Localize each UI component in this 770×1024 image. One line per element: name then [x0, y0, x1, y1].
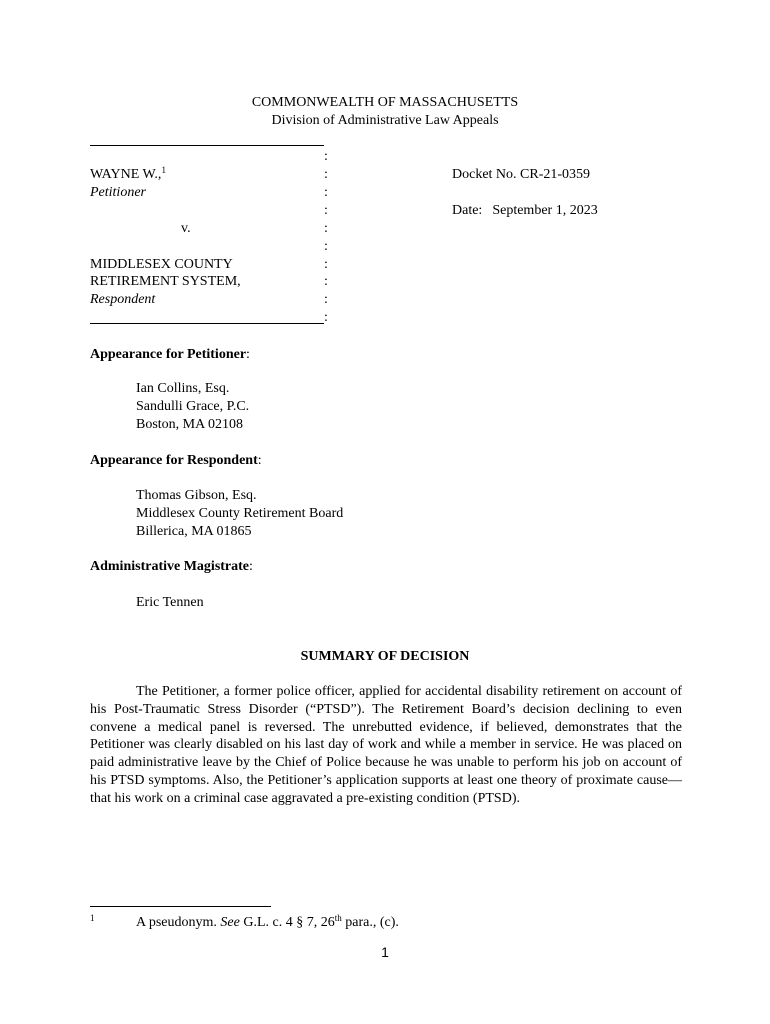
footnote-ref: 1 [161, 165, 166, 175]
decision-date [452, 202, 598, 220]
page-number: 1 [381, 944, 389, 960]
caption-colon: : [324, 167, 328, 182]
date-value: September 1, 2023 [492, 203, 598, 218]
caption-colon: : [324, 221, 328, 236]
footnote-text: A pseudonym. See G.L. c. 4 § 7, 26th para., (c). [136, 913, 399, 930]
petitioner-appearance-heading: Appearance for Petitioner: [90, 347, 250, 362]
petitioner-counsel-line: Ian Collins, Esq. [136, 381, 230, 396]
respondent-counsel-line: Middlesex County Retirement Board [136, 506, 344, 521]
caption-bottom-rule [90, 323, 324, 324]
respondent-name-line1: MIDDLESEX COUNTY [90, 257, 233, 272]
petitioner-counsel-line: Boston, MA 02108 [136, 417, 243, 432]
caption-colon: : [324, 310, 328, 325]
respondent-counsel-line: Billerica, MA 01865 [136, 524, 252, 539]
court-name: COMMONWEALTH OF MASSACHUSETTS [251, 95, 519, 110]
summary-heading: SUMMARY OF DECISION [300, 649, 470, 664]
caption-colon: : [324, 257, 328, 272]
caption-colon: : [324, 239, 328, 254]
caption-colon: : [324, 185, 328, 200]
caption-colon: : [324, 274, 328, 289]
footnote-rule [90, 906, 271, 907]
division-name: Division of Administrative Law Appeals [271, 113, 499, 128]
caption-colon: : [324, 149, 328, 164]
petitioner-name: WAYNE W.,$^1$ [90, 165, 166, 182]
footnote-number: 1 [90, 913, 95, 923]
date-label: Date: [452, 203, 483, 218]
petitioner-counsel-line: Sandulli Grace, P.C. [136, 399, 250, 414]
caption-colon: : [324, 203, 328, 218]
respondent-role: Respondent [90, 292, 156, 307]
magistrate-heading: Administrative Magistrate: [90, 559, 253, 574]
summary-paragraph: The Petitioner, a former police officer, applied for accidental disability retirement on account of his Post-Traumatic Stress Disorder (“PTSD”). The Retirement Board’s decision declining to even convene a medical panel is reversed. The unrebutted evidence, if believed, demonstrates that the Petitioner was clearly disabled on his last day of work and while a member in service. He was placed on paid administrative leave by the Chief of Police because he was unable to perform his job on account of his PTSD symptoms. Also, the Petitioner’s application supports at least one theory of proximate cause—that his work on a criminal case aggravated a pre-existing condition (PTSD). [90, 684, 682, 806]
caption-top-rule [90, 145, 324, 146]
versus: v. [181, 221, 191, 236]
respondent-appearance-heading: Appearance for Respondent: [90, 453, 262, 468]
petitioner-role: Petitioner [90, 185, 146, 200]
magistrate-name: Eric Tennen [136, 595, 204, 610]
caption-colon: : [324, 292, 328, 307]
respondent-counsel-line: Thomas Gibson, Esq. [136, 488, 257, 503]
docket-number: Docket No. CR-21-0359 [452, 167, 591, 182]
respondent-name-line2: RETIREMENT SYSTEM, [90, 274, 241, 289]
